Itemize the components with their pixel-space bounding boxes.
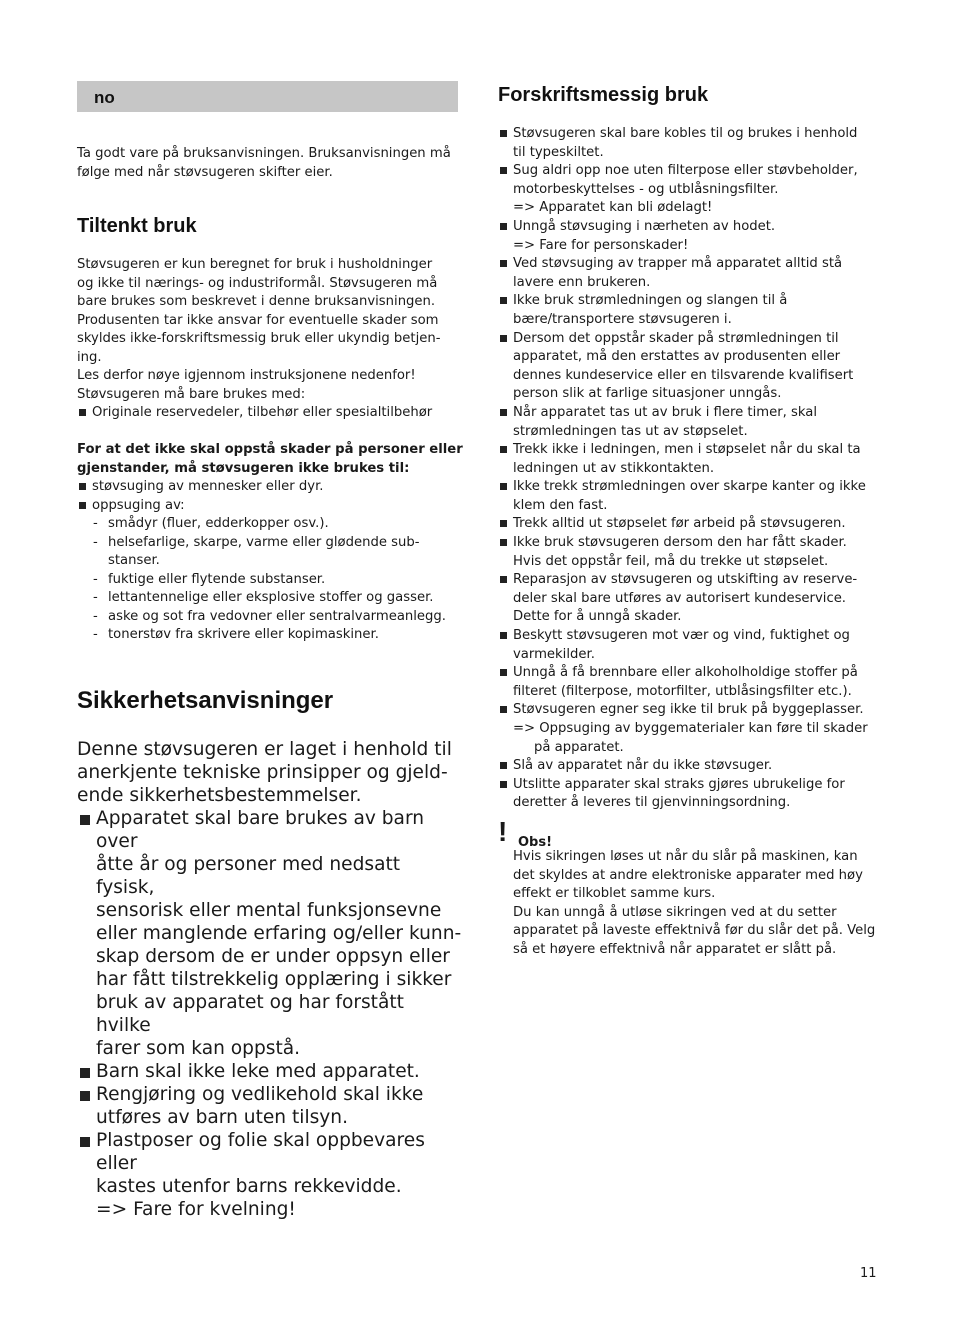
intended-use-heading: Tiltenkt bruk <box>77 215 197 237</box>
intended-use-line: Produsenten tar ikke ansvar for eventuelle skader som <box>77 312 439 328</box>
proper-use-item <box>498 218 883 255</box>
line: Barn skal ikke leke med apparatet. <box>96 1061 420 1082</box>
line: dennes kundeservice eller en tilsvarende kvalifisert <box>513 367 854 383</box>
line: Beskytt støvsugeren mot vær og vind, fuktighet og <box>513 628 850 644</box>
safety-intro-line: Denne støvsugeren er laget i henhold til <box>77 739 452 760</box>
safety-list-item <box>77 1129 462 1221</box>
line: strømledningen tas ut av støpselet. <box>513 423 748 439</box>
line: Utslitte apparater skal straks gjøres ubrukelige for <box>513 776 845 792</box>
note-line: apparatet på laveste effektnivå før du slår det på. Velg <box>513 923 876 938</box>
safety-body <box>77 738 462 1221</box>
intended-use-line: Les derfor nøye igjennom instruksjonene nedenfor! <box>77 368 416 383</box>
line: Slå av apparatet når du ikke støvsuger. <box>513 758 773 774</box>
line: Sug aldri opp noe uten filterpose eller støvbeholder, <box>513 163 858 179</box>
line: klem den fast. <box>513 497 608 513</box>
line: bruk av apparatet og har forstått hvilke <box>96 992 404 1036</box>
sub-list-item: - aske og sot fra vedovner eller sentralvarmeanlegg. <box>77 608 467 627</box>
note-line: effekt er tilkoblet samme kurs. <box>513 886 716 901</box>
line: ledningen ut av stikkontakten. <box>513 460 715 476</box>
proper-use-item <box>498 162 883 218</box>
line: filteret (filterpose, motorfilter, utblåsingsfilter etc.). <box>513 683 852 699</box>
line: => Oppsuging av byggematerialer kan føre til skader <box>513 721 868 736</box>
line: Støvsugeren skal bare kobles til og brukes i henhold <box>513 126 858 141</box>
line: Unngå å få brennbare eller alkoholholdige stoffer på <box>513 665 858 681</box>
misuse-sublist <box>77 515 467 645</box>
proper-use-item <box>498 664 883 701</box>
line: Reparasjon av støvsugeren og utskifting av reserve- <box>513 572 858 588</box>
proper-use-item <box>498 627 883 664</box>
line: motorbeskyttelses - og utblåsningsfilter. <box>513 181 779 197</box>
note-title-text: Obs! <box>518 835 553 850</box>
line: Dette for å unngå skader. <box>513 609 682 625</box>
proper-use-item <box>498 757 883 776</box>
line: Ikke bruk strømledningen og slangen til å <box>513 293 788 309</box>
proper-use-item <box>498 330 883 404</box>
proper-use-item <box>498 701 883 757</box>
note-line: så et høyere effektnivå når apparatet er slått på. <box>513 941 837 957</box>
line: Apparatet skal bare brukes av barn over <box>96 808 425 852</box>
line: Plastposer og folie skal oppbevares eller <box>96 1130 425 1174</box>
line: har fått tilstrekkelig opplæring i sikker <box>96 969 452 990</box>
safety-list-item <box>77 1083 462 1129</box>
safety-list <box>77 807 462 1221</box>
proper-use-item <box>498 571 883 627</box>
line: varmekilder. <box>513 646 595 662</box>
line: => Fare for personskader! <box>513 237 689 253</box>
warning-exclamation-icon: ! <box>498 816 508 847</box>
proper-use-item <box>498 125 883 162</box>
line: Rengjøring og vedlikehold skal ikke <box>96 1084 424 1105</box>
proper-use-list <box>498 125 883 813</box>
proper-use-item <box>498 292 883 329</box>
proper-use-item <box>498 776 883 813</box>
intro-text: Ta godt vare på bruksanvisningen. Bruksanvisningen må følge med når støvsugeren skifter eier. <box>77 146 451 180</box>
sub-list-item-continuation <box>77 552 467 571</box>
line: sensorisk eller mental funksjonsevne <box>96 900 442 921</box>
language-header-bar <box>77 81 458 112</box>
proper-use-item <box>498 515 883 534</box>
line: => Apparatet kan bli ødelagt! <box>513 200 713 216</box>
line: Dersom det oppstår skader på strømledningen til <box>513 330 839 346</box>
line: Ikke trekk strømledningen over skarpe kanter og ikke <box>513 479 866 495</box>
line: deler skal bare utføres av autorisert kundeservice. <box>513 590 846 606</box>
continuation-text: stanser. <box>108 553 160 568</box>
language-code: no <box>94 88 115 107</box>
sub-list-item: - smådyr (fluer, edderkopper osv.). <box>77 515 467 534</box>
line: person slik at farlige situasjoner unngås. <box>513 386 782 402</box>
safety-list-item <box>77 807 462 1060</box>
approved-accessories-list <box>77 404 467 423</box>
misuse-warning-heading: For at det ikke skal oppstå skader på personer eller <box>77 442 463 457</box>
misuse-warning <box>77 441 467 645</box>
proper-use-heading: Forskriftsmessig bruk <box>498 84 709 106</box>
note-line: Hvis sikringen løses ut når du slår på maskinen, kan <box>513 849 858 864</box>
sub-list-item: - helsefarlige, skarpe, varme eller glødende sub- <box>77 534 467 553</box>
intended-use-line: skyldes ikke-forskriftsmessig bruk eller ukyndig betjen- <box>77 331 441 346</box>
note-body <box>513 848 883 959</box>
intended-use-line: bare brukes som beskrevet i denne bruksanvisningen. <box>77 294 436 309</box>
line: skap dersom de er under oppsyn eller <box>96 946 450 967</box>
safety-list-item <box>77 1060 462 1083</box>
line: Når apparatet tas ut av bruk i flere timer, skal <box>513 404 818 420</box>
safety-intro-line: anerkjente tekniske prinsipper og gjeld- <box>77 762 448 783</box>
safety-heading: Sikkerhetsanvisninger <box>77 687 334 714</box>
line: kastes utenfor barns rekkevidde. <box>96 1176 402 1197</box>
sub-list-item: - lettantennelige eller eksplosive stoffer og gasser. <box>77 589 467 608</box>
line: Trekk alltid ut støpselet før arbeid på støvsugeren. <box>513 516 846 532</box>
proper-use-item <box>498 404 883 441</box>
intended-use-line: og ikke til nærings- og industriformål. Støvsugeren må <box>77 275 438 291</box>
intended-use-line: ing. <box>77 349 102 365</box>
line: deretter å leveres til gjenvinningsordning. <box>513 795 791 811</box>
line: Unngå støvsuging i nærheten av hodet. <box>513 218 776 234</box>
note-line: Du kan unngå å utløse sikringen ved at du setter <box>513 904 837 920</box>
line: lavere enn brukeren. <box>513 274 651 290</box>
safety-intro-line: ende sikkerhetsbestemmelser. <box>77 785 362 806</box>
misuse-list <box>77 478 467 515</box>
line: Hvis det oppstår feil, må du trekke ut støpselet. <box>513 553 829 569</box>
proper-use-item <box>498 478 883 515</box>
list-item: støvsuging av mennesker eller dyr. <box>77 478 467 497</box>
intended-use-body <box>77 256 467 423</box>
proper-use-item <box>498 534 883 571</box>
intended-use-line: Støvsugeren er kun beregnet for bruk i husholdninger <box>77 257 433 272</box>
line: Trekk ikke i ledningen, men i støpselet når du skal ta <box>513 442 861 458</box>
intended-use-line: Støvsugeren må bare brukes med: <box>77 386 306 402</box>
line: utføres av barn uten tilsyn. <box>96 1107 349 1128</box>
sub-list-item: - fuktige eller flytende substanser. <box>77 571 467 590</box>
line: eller manglende erfaring og/eller kunn- <box>96 923 462 944</box>
proper-use-item <box>498 255 883 292</box>
line: på apparatet. <box>534 739 624 755</box>
list-item: Originale reservedeler, tilbehør eller spesialtilbehør <box>77 404 467 423</box>
list-item: oppsuging av: <box>77 497 467 516</box>
line: bære/transportere støvsugeren i. <box>513 311 732 327</box>
line: apparatet, må den erstattes av produsenten eller <box>513 349 841 365</box>
sub-list-item: - tonerstøv fra skrivere eller kopimaskiner. <box>77 626 467 645</box>
line: => Fare for kvelning! <box>96 1199 296 1220</box>
proper-use-item <box>498 441 883 478</box>
line: Ikke bruk støvsugeren dersom den har fått skader. <box>513 535 847 551</box>
line: Støvsugeren egner seg ikke til bruk på byggeplasser. <box>513 702 864 718</box>
proper-use-body <box>498 125 883 813</box>
line: farer som kan oppstå. <box>96 1038 301 1059</box>
line: Ved støvsuging av trapper må apparatet alltid stå <box>513 256 843 272</box>
note-line: det skyldes at andre elektroniske apparater med høy <box>513 867 863 883</box>
page-number: 11 <box>860 1266 877 1281</box>
line: åtte år og personer med nedsatt fysisk, <box>96 854 401 898</box>
misuse-warning-heading: gjenstander, må støvsugeren ikke brukes til: <box>77 460 410 476</box>
line: til typeskiltet. <box>513 144 604 160</box>
